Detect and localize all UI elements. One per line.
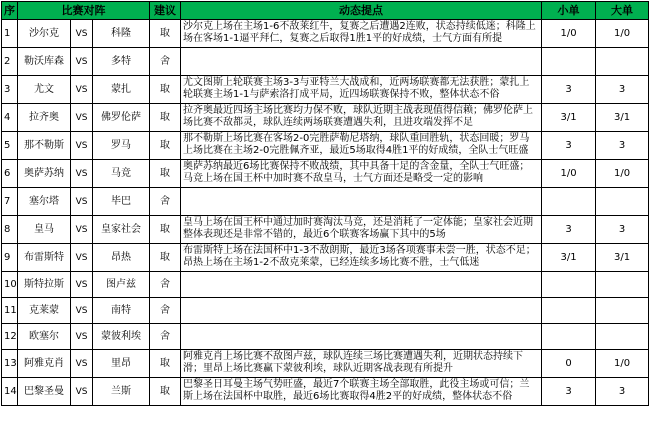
news-note: 沙尔克上场在主场1-6不敌莱红牛，复赛之后遭遇2连败，状态持续低迷；科隆上场在客场1-1逼平拜仁，复赛之后取得1胜1平的好成绩，士气方面有所提 (181, 20, 542, 48)
header-pick: 建议 (150, 2, 181, 20)
away-team: 佛罗伦萨 (93, 104, 150, 132)
big-value: 1/0 (596, 20, 649, 48)
home-team: 塞尔塔 (18, 188, 71, 216)
row-number: 5 (2, 132, 18, 160)
home-team: 欧塞尔 (18, 324, 71, 350)
small-value: 3 (542, 132, 596, 160)
table-row (2, 160, 649, 188)
vs-label: VS (71, 104, 93, 132)
news-note: 阿雅克肖上场比赛不敌图卢兹，球队连续三场比赛遭遇失利，近期状态持续下滑；里昂上场比赛赢下蒙彼利埃，球队近期客战表现有所提升 (181, 350, 542, 378)
pick-value: 取 (150, 216, 181, 244)
vs-label: VS (71, 76, 93, 104)
away-team: 里昂 (93, 350, 150, 378)
home-team: 斯特拉斯 (18, 272, 71, 298)
row-number: 11 (2, 298, 18, 324)
pick-value: 取 (150, 76, 181, 104)
table-row (2, 76, 649, 104)
row-number: 3 (2, 76, 18, 104)
small-value: 3 (542, 216, 596, 244)
header-news: 动态提点 (181, 2, 542, 20)
small-value: 1/0 (542, 20, 596, 48)
news-note: 那不勒斯上场比赛在客场2-0完胜萨勒尼塔纳，球队重回胜轨，状态回暖；罗马上场比赛在主场2-0完胜佩齐亚，最近5场取得4胜1平的好成绩，全队士气旺盛 (181, 132, 542, 160)
table-row (2, 188, 649, 216)
big-value: 3 (596, 132, 649, 160)
vs-label: VS (71, 132, 93, 160)
table-row (2, 378, 649, 406)
away-team: 科隆 (93, 20, 150, 48)
big-value: 1/0 (596, 160, 649, 188)
table-row (2, 216, 649, 244)
table-row (2, 104, 649, 132)
small-value: 3/1 (542, 104, 596, 132)
pick-value: 舍 (150, 298, 181, 324)
pick-value: 取 (150, 350, 181, 378)
big-value (596, 188, 649, 216)
table-row (2, 132, 649, 160)
news-note: 布雷斯特上场在法国杯中1-3不敌朗斯，最近3场各项赛事未尝一胜，状态不足；昂热上场在主场1-2不敌克莱蒙，已经连续多场比赛不胜，士气低迷 (181, 244, 542, 272)
home-team: 奥萨苏纳 (18, 160, 71, 188)
news-note: 皇马上场在国王杯中通过加时赛淘汰马竞，还是消耗了一定体能；皇家社会近期整体表现还是非常不错的，最近6个联赛客场赢下其中的5场 (181, 216, 542, 244)
vs-label: VS (71, 216, 93, 244)
header-big: 大单 (596, 2, 649, 20)
news-note (181, 324, 542, 350)
row-number: 1 (2, 20, 18, 48)
away-team: 蒙彼利埃 (93, 324, 150, 350)
row-number: 9 (2, 244, 18, 272)
news-note (181, 188, 542, 216)
vs-label: VS (71, 298, 93, 324)
away-team: 多特 (93, 48, 150, 76)
away-team: 昂热 (93, 244, 150, 272)
news-note: 巴黎圣日耳曼主场气势旺盛，最近7个联赛主场全部取胜，此役主场或可信；兰斯上场在法国杯中取胜，最近6场比赛取得4胜2平的好成绩，整体状态不俗 (181, 378, 542, 406)
pick-value: 取 (150, 378, 181, 406)
pick-value: 舍 (150, 48, 181, 76)
away-team: 马竞 (93, 160, 150, 188)
header-row (2, 2, 649, 20)
big-value: 1/0 (596, 350, 649, 378)
small-value (542, 188, 596, 216)
news-note: 拉齐奥最近四场主场比赛均力保不败，球队近期主战表现值得信赖；佛罗伦萨上场比赛不敌都灵，球队连续两场联赛遭遇失利，且进攻端发挥不足 (181, 104, 542, 132)
home-team: 巴黎圣曼 (18, 378, 71, 406)
header-seq: 序 (2, 2, 18, 20)
pick-value: 取 (150, 160, 181, 188)
away-team: 南特 (93, 298, 150, 324)
home-team: 皇马 (18, 216, 71, 244)
small-value: 1/0 (542, 160, 596, 188)
small-value: 3/1 (542, 244, 596, 272)
away-team: 皇家社会 (93, 216, 150, 244)
table-row (2, 324, 649, 350)
home-team: 勒沃库森 (18, 48, 71, 76)
small-value: 0 (542, 350, 596, 378)
news-note: 尤文图斯上轮联赛主场3-3与亚特兰大战成和，近两场联赛都无法获胜；蒙扎上轮联赛主场1-1与萨索洛打成平局，近四场联赛保持不败，整体状态不俗 (181, 76, 542, 104)
vs-label: VS (71, 20, 93, 48)
big-value (596, 272, 649, 298)
small-value: 3 (542, 76, 596, 104)
vs-label: VS (71, 160, 93, 188)
vs-label: VS (71, 188, 93, 216)
news-note (181, 48, 542, 76)
small-value: 3 (542, 378, 596, 406)
away-team: 图卢兹 (93, 272, 150, 298)
row-number: 10 (2, 272, 18, 298)
pick-value: 取 (150, 20, 181, 48)
home-team: 沙尔克 (18, 20, 71, 48)
big-value: 3 (596, 76, 649, 104)
big-value (596, 324, 649, 350)
vs-label: VS (71, 48, 93, 76)
pick-value: 舍 (150, 324, 181, 350)
row-number: 7 (2, 188, 18, 216)
pick-value: 舍 (150, 272, 181, 298)
small-value (542, 48, 596, 76)
news-note (181, 298, 542, 324)
pick-value: 取 (150, 132, 181, 160)
table-row (2, 48, 649, 76)
vs-label: VS (71, 272, 93, 298)
home-team: 布雷斯特 (18, 244, 71, 272)
away-team: 蒙扎 (93, 76, 150, 104)
home-team: 阿雅克肖 (18, 350, 71, 378)
small-value (542, 272, 596, 298)
table-row (2, 20, 649, 48)
small-value (542, 298, 596, 324)
row-number: 8 (2, 216, 18, 244)
away-team: 毕巴 (93, 188, 150, 216)
big-value: 3 (596, 378, 649, 406)
pick-value: 取 (150, 244, 181, 272)
away-team: 兰斯 (93, 378, 150, 406)
big-value (596, 48, 649, 76)
home-team: 那不勒斯 (18, 132, 71, 160)
table-row (2, 244, 649, 272)
row-number: 13 (2, 350, 18, 378)
away-team: 罗马 (93, 132, 150, 160)
vs-label: VS (71, 350, 93, 378)
big-value (596, 298, 649, 324)
home-team: 尤文 (18, 76, 71, 104)
match-table (1, 1, 649, 406)
row-number: 6 (2, 160, 18, 188)
small-value (542, 324, 596, 350)
header-small: 小单 (542, 2, 596, 20)
home-team: 拉齐奥 (18, 104, 71, 132)
row-number: 2 (2, 48, 18, 76)
table-row (2, 272, 649, 298)
big-value: 3 (596, 216, 649, 244)
table-row (2, 298, 649, 324)
news-note: 奥萨苏纳最近6场比赛保持不败战绩，其中具备十足的含金量，全队士气旺盛；马竞上场在国王杯中加时赛不敌皇马，士气方面还是略受一定的影响 (181, 160, 542, 188)
big-value: 3/1 (596, 104, 649, 132)
row-number: 4 (2, 104, 18, 132)
news-note (181, 272, 542, 298)
table-row (2, 350, 649, 378)
big-value: 3/1 (596, 244, 649, 272)
pick-value: 舍 (150, 188, 181, 216)
vs-label: VS (71, 324, 93, 350)
home-team: 克莱蒙 (18, 298, 71, 324)
row-number: 12 (2, 324, 18, 350)
vs-label: VS (71, 378, 93, 406)
pick-value: 取 (150, 104, 181, 132)
row-number: 14 (2, 378, 18, 406)
header-match: 比赛对阵 (18, 2, 150, 20)
vs-label: VS (71, 244, 93, 272)
